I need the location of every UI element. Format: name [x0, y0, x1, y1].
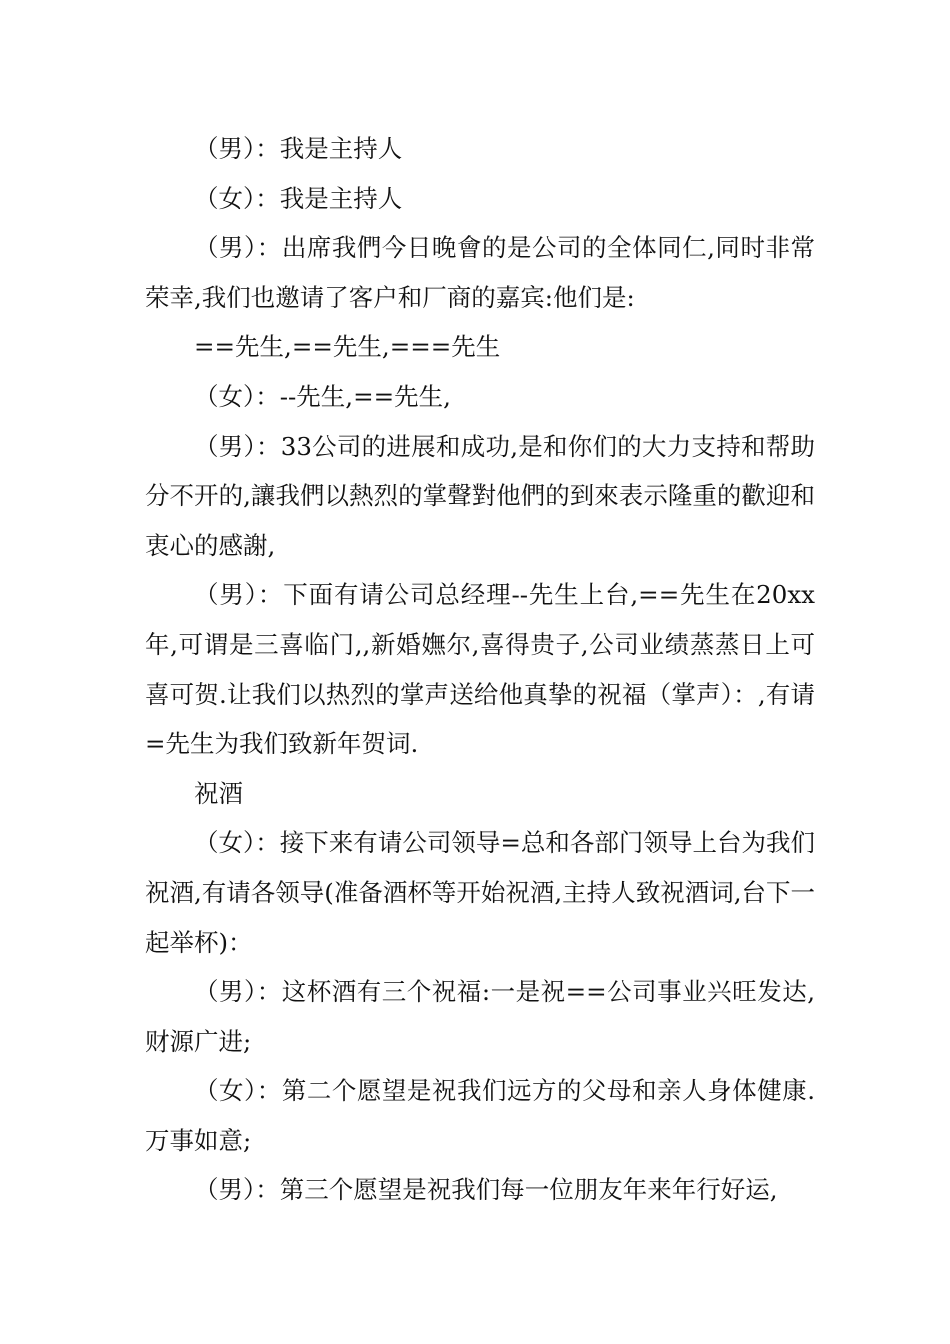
paragraph-4: ==先生,==先生,===先生 — [194, 332, 501, 362]
paragraph-3: （男）：出席我們今日晚會的是公司的全体同仁,同时非常荣幸,我们也邀请了客户和厂商的嘉宾:他们是: — [145, 233, 815, 312]
paragraph-12: （男）：第三个愿望是祝我们每一位朋友年来年行好运, — [194, 1175, 778, 1205]
paragraph-5: （女）：--先生,==先生, — [194, 381, 451, 411]
paragraph-7: （男）：下面有请公司总经理--先生上台,==先生在20xx年,可谓是三喜临门,,新婚嫵尔,喜得贵子,公司业绩蒸蒸日上可喜可贺.让我们以热烈的掌声送给他真挚的祝福（掌声）：,有请=先生为我们致新年贺词. — [145, 580, 815, 759]
paragraph-10: （男）：这杯酒有三个祝福:一是祝==公司事业兴旺发达,财源广进; — [145, 977, 815, 1056]
paragraph-9: （女）：接下来有请公司领导=总和各部门领导上台为我们祝酒,有请各领导(准备酒杯等开始祝酒,主持人致祝酒词,台下一起举杯)： — [145, 828, 815, 957]
paragraph-6: （男）：33公司的进展和成功,是和你们的大力支持和帮助分不开的,讓我們以熱烈的掌聲對他們的到來表示隆重的歡迎和衷心的感謝, — [145, 431, 815, 560]
paragraph-2: （女）：我是主持人 — [194, 183, 403, 213]
paragraph-1: （男）：我是主持人 — [194, 134, 403, 163]
section-heading-toast: 祝酒 — [194, 778, 243, 808]
document-body — [145, 124, 815, 1215]
paragraph-11: （女）：第二个愿望是祝我们远方的父母和亲人身体健康.万事如意; — [145, 1076, 815, 1155]
